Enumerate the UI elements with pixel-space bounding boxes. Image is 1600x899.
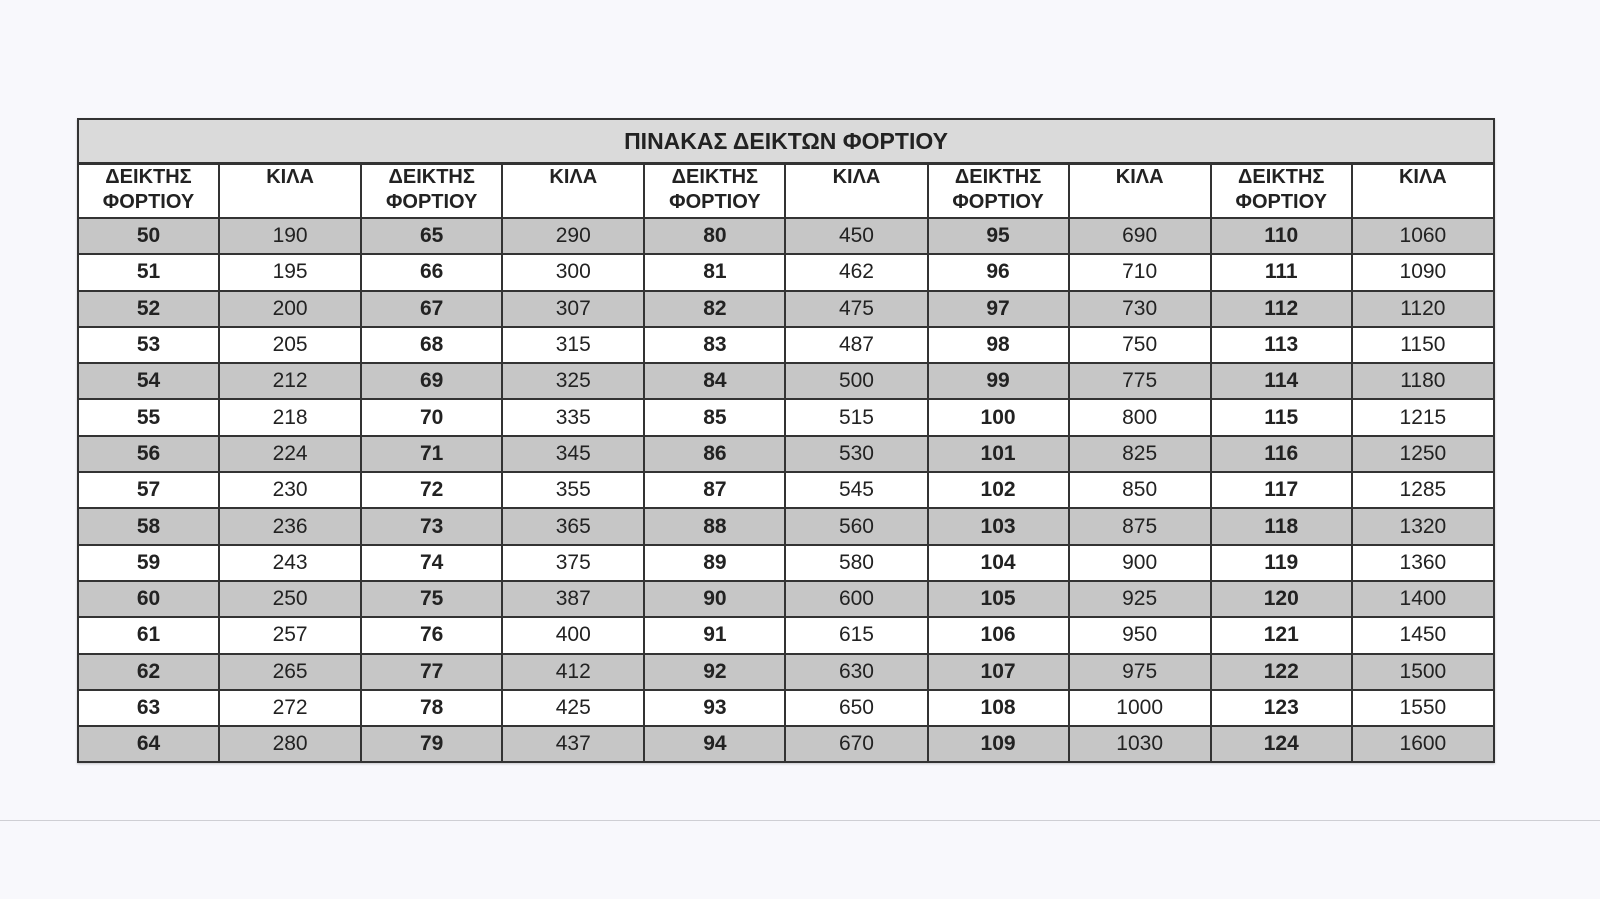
load-index-cell: 98 bbox=[928, 327, 1069, 363]
load-index-cell: 101 bbox=[928, 436, 1069, 472]
kg-cell: 1600 bbox=[1352, 726, 1494, 762]
load-index-cell: 109 bbox=[928, 726, 1069, 762]
kg-cell: 230 bbox=[219, 472, 361, 508]
kg-cell: 950 bbox=[1069, 617, 1211, 653]
kg-cell: 375 bbox=[502, 545, 644, 581]
kg-cell: 1360 bbox=[1352, 545, 1494, 581]
kg-cell: 1320 bbox=[1352, 508, 1494, 544]
kg-cell: 650 bbox=[785, 690, 927, 726]
load-index-cell: 124 bbox=[1211, 726, 1352, 762]
kg-cell: 450 bbox=[785, 218, 927, 254]
kg-cell: 1550 bbox=[1352, 690, 1494, 726]
load-index-cell: 79 bbox=[361, 726, 502, 762]
load-index-cell: 85 bbox=[644, 399, 785, 435]
kg-cell: 307 bbox=[502, 291, 644, 327]
kg-cell: 900 bbox=[1069, 545, 1211, 581]
kg-cell: 355 bbox=[502, 472, 644, 508]
load-index-cell: 123 bbox=[1211, 690, 1352, 726]
column-header-load-index: ΔΕΙΚΤΗΣ ΦΟΡΤΙΟΥ bbox=[644, 164, 785, 219]
load-index-cell: 95 bbox=[928, 218, 1069, 254]
kg-cell: 475 bbox=[785, 291, 927, 327]
load-index-cell: 61 bbox=[78, 617, 219, 653]
kg-cell: 615 bbox=[785, 617, 927, 653]
load-index-cell: 75 bbox=[361, 581, 502, 617]
load-index-cell: 64 bbox=[78, 726, 219, 762]
load-index-cell: 71 bbox=[361, 436, 502, 472]
kg-cell: 218 bbox=[219, 399, 361, 435]
load-index-cell: 80 bbox=[644, 218, 785, 254]
kg-cell: 1000 bbox=[1069, 690, 1211, 726]
kg-cell: 1060 bbox=[1352, 218, 1494, 254]
load-index-cell: 65 bbox=[361, 218, 502, 254]
load-index-cell: 117 bbox=[1211, 472, 1352, 508]
kg-cell: 315 bbox=[502, 327, 644, 363]
load-index-cell: 91 bbox=[644, 617, 785, 653]
kg-cell: 1120 bbox=[1352, 291, 1494, 327]
kg-cell: 1285 bbox=[1352, 472, 1494, 508]
kg-cell: 670 bbox=[785, 726, 927, 762]
load-index-cell: 86 bbox=[644, 436, 785, 472]
column-header-kg: ΚΙΛΑ bbox=[219, 164, 361, 219]
kg-cell: 1250 bbox=[1352, 436, 1494, 472]
load-index-cell: 50 bbox=[78, 218, 219, 254]
kg-cell: 345 bbox=[502, 436, 644, 472]
load-index-cell: 83 bbox=[644, 327, 785, 363]
load-index-cell: 73 bbox=[361, 508, 502, 544]
kg-cell: 630 bbox=[785, 654, 927, 690]
load-index-cell: 102 bbox=[928, 472, 1069, 508]
column-header-load-index: ΔΕΙΚΤΗΣ ΦΟΡΤΙΟΥ bbox=[78, 164, 219, 219]
load-index-cell: 108 bbox=[928, 690, 1069, 726]
load-index-cell: 92 bbox=[644, 654, 785, 690]
table-row bbox=[78, 436, 1494, 472]
kg-cell: 1215 bbox=[1352, 399, 1494, 435]
load-index-table bbox=[77, 118, 1495, 763]
load-index-cell: 90 bbox=[644, 581, 785, 617]
kg-cell: 325 bbox=[502, 363, 644, 399]
column-header-load-index: ΔΕΙΚΤΗΣ ΦΟΡΤΙΟΥ bbox=[361, 164, 502, 219]
kg-cell: 530 bbox=[785, 436, 927, 472]
kg-cell: 212 bbox=[219, 363, 361, 399]
kg-cell: 280 bbox=[219, 726, 361, 762]
load-index-cell: 93 bbox=[644, 690, 785, 726]
load-index-cell: 89 bbox=[644, 545, 785, 581]
kg-cell: 800 bbox=[1069, 399, 1211, 435]
kg-cell: 875 bbox=[1069, 508, 1211, 544]
kg-cell: 365 bbox=[502, 508, 644, 544]
load-index-cell: 96 bbox=[928, 254, 1069, 290]
kg-cell: 300 bbox=[502, 254, 644, 290]
kg-cell: 236 bbox=[219, 508, 361, 544]
table-row bbox=[78, 690, 1494, 726]
kg-cell: 600 bbox=[785, 581, 927, 617]
column-header-kg: ΚΙΛΑ bbox=[502, 164, 644, 219]
kg-cell: 975 bbox=[1069, 654, 1211, 690]
table-row bbox=[78, 508, 1494, 544]
kg-cell: 387 bbox=[502, 581, 644, 617]
load-index-cell: 111 bbox=[1211, 254, 1352, 290]
table-row bbox=[78, 254, 1494, 290]
table-row bbox=[78, 327, 1494, 363]
load-index-cell: 122 bbox=[1211, 654, 1352, 690]
kg-cell: 710 bbox=[1069, 254, 1211, 290]
kg-cell: 200 bbox=[219, 291, 361, 327]
load-index-cell: 115 bbox=[1211, 399, 1352, 435]
load-index-cell: 56 bbox=[78, 436, 219, 472]
kg-cell: 205 bbox=[219, 327, 361, 363]
kg-cell: 412 bbox=[502, 654, 644, 690]
kg-cell: 290 bbox=[502, 218, 644, 254]
kg-cell: 925 bbox=[1069, 581, 1211, 617]
kg-cell: 1400 bbox=[1352, 581, 1494, 617]
table-row bbox=[78, 472, 1494, 508]
load-index-cell: 112 bbox=[1211, 291, 1352, 327]
load-index-cell: 110 bbox=[1211, 218, 1352, 254]
table-row bbox=[78, 726, 1494, 762]
column-header-kg: ΚΙΛΑ bbox=[1352, 164, 1494, 219]
load-index-cell: 60 bbox=[78, 581, 219, 617]
table-row bbox=[78, 218, 1494, 254]
load-index-cell: 84 bbox=[644, 363, 785, 399]
kg-cell: 1150 bbox=[1352, 327, 1494, 363]
load-index-cell: 77 bbox=[361, 654, 502, 690]
kg-cell: 500 bbox=[785, 363, 927, 399]
kg-cell: 580 bbox=[785, 545, 927, 581]
table-body bbox=[78, 218, 1494, 762]
load-index-cell: 76 bbox=[361, 617, 502, 653]
divider bbox=[0, 820, 1600, 821]
kg-cell: 462 bbox=[785, 254, 927, 290]
table-row bbox=[78, 654, 1494, 690]
load-index-cell: 113 bbox=[1211, 327, 1352, 363]
load-index-cell: 116 bbox=[1211, 436, 1352, 472]
kg-cell: 257 bbox=[219, 617, 361, 653]
load-index-cell: 107 bbox=[928, 654, 1069, 690]
kg-cell: 730 bbox=[1069, 291, 1211, 327]
load-index-cell: 69 bbox=[361, 363, 502, 399]
load-index-cell: 57 bbox=[78, 472, 219, 508]
load-index-cell: 72 bbox=[361, 472, 502, 508]
column-header-kg: ΚΙΛΑ bbox=[785, 164, 927, 219]
table-row bbox=[78, 545, 1494, 581]
kg-cell: 195 bbox=[219, 254, 361, 290]
table-row bbox=[78, 291, 1494, 327]
kg-cell: 1090 bbox=[1352, 254, 1494, 290]
load-index-cell: 114 bbox=[1211, 363, 1352, 399]
load-index-cell: 66 bbox=[361, 254, 502, 290]
load-index-cell: 54 bbox=[78, 363, 219, 399]
load-index-cell: 94 bbox=[644, 726, 785, 762]
load-index-cell: 106 bbox=[928, 617, 1069, 653]
kg-cell: 750 bbox=[1069, 327, 1211, 363]
kg-cell: 775 bbox=[1069, 363, 1211, 399]
kg-cell: 224 bbox=[219, 436, 361, 472]
load-index-cell: 105 bbox=[928, 581, 1069, 617]
load-index-cell: 120 bbox=[1211, 581, 1352, 617]
kg-cell: 560 bbox=[785, 508, 927, 544]
kg-cell: 243 bbox=[219, 545, 361, 581]
kg-cell: 335 bbox=[502, 399, 644, 435]
load-index-cell: 58 bbox=[78, 508, 219, 544]
column-header-load-index: ΔΕΙΚΤΗΣ ΦΟΡΤΙΟΥ bbox=[928, 164, 1069, 219]
kg-cell: 425 bbox=[502, 690, 644, 726]
kg-cell: 272 bbox=[219, 690, 361, 726]
load-index-cell: 119 bbox=[1211, 545, 1352, 581]
kg-cell: 437 bbox=[502, 726, 644, 762]
load-index-cell: 104 bbox=[928, 545, 1069, 581]
table-row bbox=[78, 581, 1494, 617]
kg-cell: 250 bbox=[219, 581, 361, 617]
load-index-cell: 74 bbox=[361, 545, 502, 581]
load-index-cell: 67 bbox=[361, 291, 502, 327]
column-header-kg: ΚΙΛΑ bbox=[1069, 164, 1211, 219]
kg-cell: 515 bbox=[785, 399, 927, 435]
kg-cell: 545 bbox=[785, 472, 927, 508]
load-index-cell: 97 bbox=[928, 291, 1069, 327]
kg-cell: 1450 bbox=[1352, 617, 1494, 653]
kg-cell: 265 bbox=[219, 654, 361, 690]
load-index-cell: 82 bbox=[644, 291, 785, 327]
load-index-cell: 52 bbox=[78, 291, 219, 327]
kg-cell: 487 bbox=[785, 327, 927, 363]
kg-cell: 690 bbox=[1069, 218, 1211, 254]
load-index-cell: 87 bbox=[644, 472, 785, 508]
table-title: ΠΙΝΑΚΑΣ ΔΕΙΚΤΩΝ ΦΟΡΤΙΟΥ bbox=[78, 119, 1494, 164]
load-index-cell: 78 bbox=[361, 690, 502, 726]
kg-cell: 1180 bbox=[1352, 363, 1494, 399]
kg-cell: 400 bbox=[502, 617, 644, 653]
table-row bbox=[78, 363, 1494, 399]
load-index-cell: 100 bbox=[928, 399, 1069, 435]
load-index-cell: 55 bbox=[78, 399, 219, 435]
load-index-cell: 118 bbox=[1211, 508, 1352, 544]
column-header-load-index: ΔΕΙΚΤΗΣ ΦΟΡΤΙΟΥ bbox=[1211, 164, 1352, 219]
kg-cell: 850 bbox=[1069, 472, 1211, 508]
load-index-cell: 99 bbox=[928, 363, 1069, 399]
kg-cell: 1500 bbox=[1352, 654, 1494, 690]
load-index-cell: 62 bbox=[78, 654, 219, 690]
load-index-cell: 53 bbox=[78, 327, 219, 363]
load-index-cell: 88 bbox=[644, 508, 785, 544]
load-index-cell: 103 bbox=[928, 508, 1069, 544]
load-index-cell: 81 bbox=[644, 254, 785, 290]
load-index-cell: 63 bbox=[78, 690, 219, 726]
load-index-cell: 68 bbox=[361, 327, 502, 363]
kg-cell: 190 bbox=[219, 218, 361, 254]
load-index-cell: 70 bbox=[361, 399, 502, 435]
kg-cell: 1030 bbox=[1069, 726, 1211, 762]
load-index-cell: 51 bbox=[78, 254, 219, 290]
kg-cell: 825 bbox=[1069, 436, 1211, 472]
header-row bbox=[78, 164, 1494, 219]
load-index-cell: 59 bbox=[78, 545, 219, 581]
load-index-cell: 121 bbox=[1211, 617, 1352, 653]
table-row bbox=[78, 617, 1494, 653]
table-row bbox=[78, 399, 1494, 435]
